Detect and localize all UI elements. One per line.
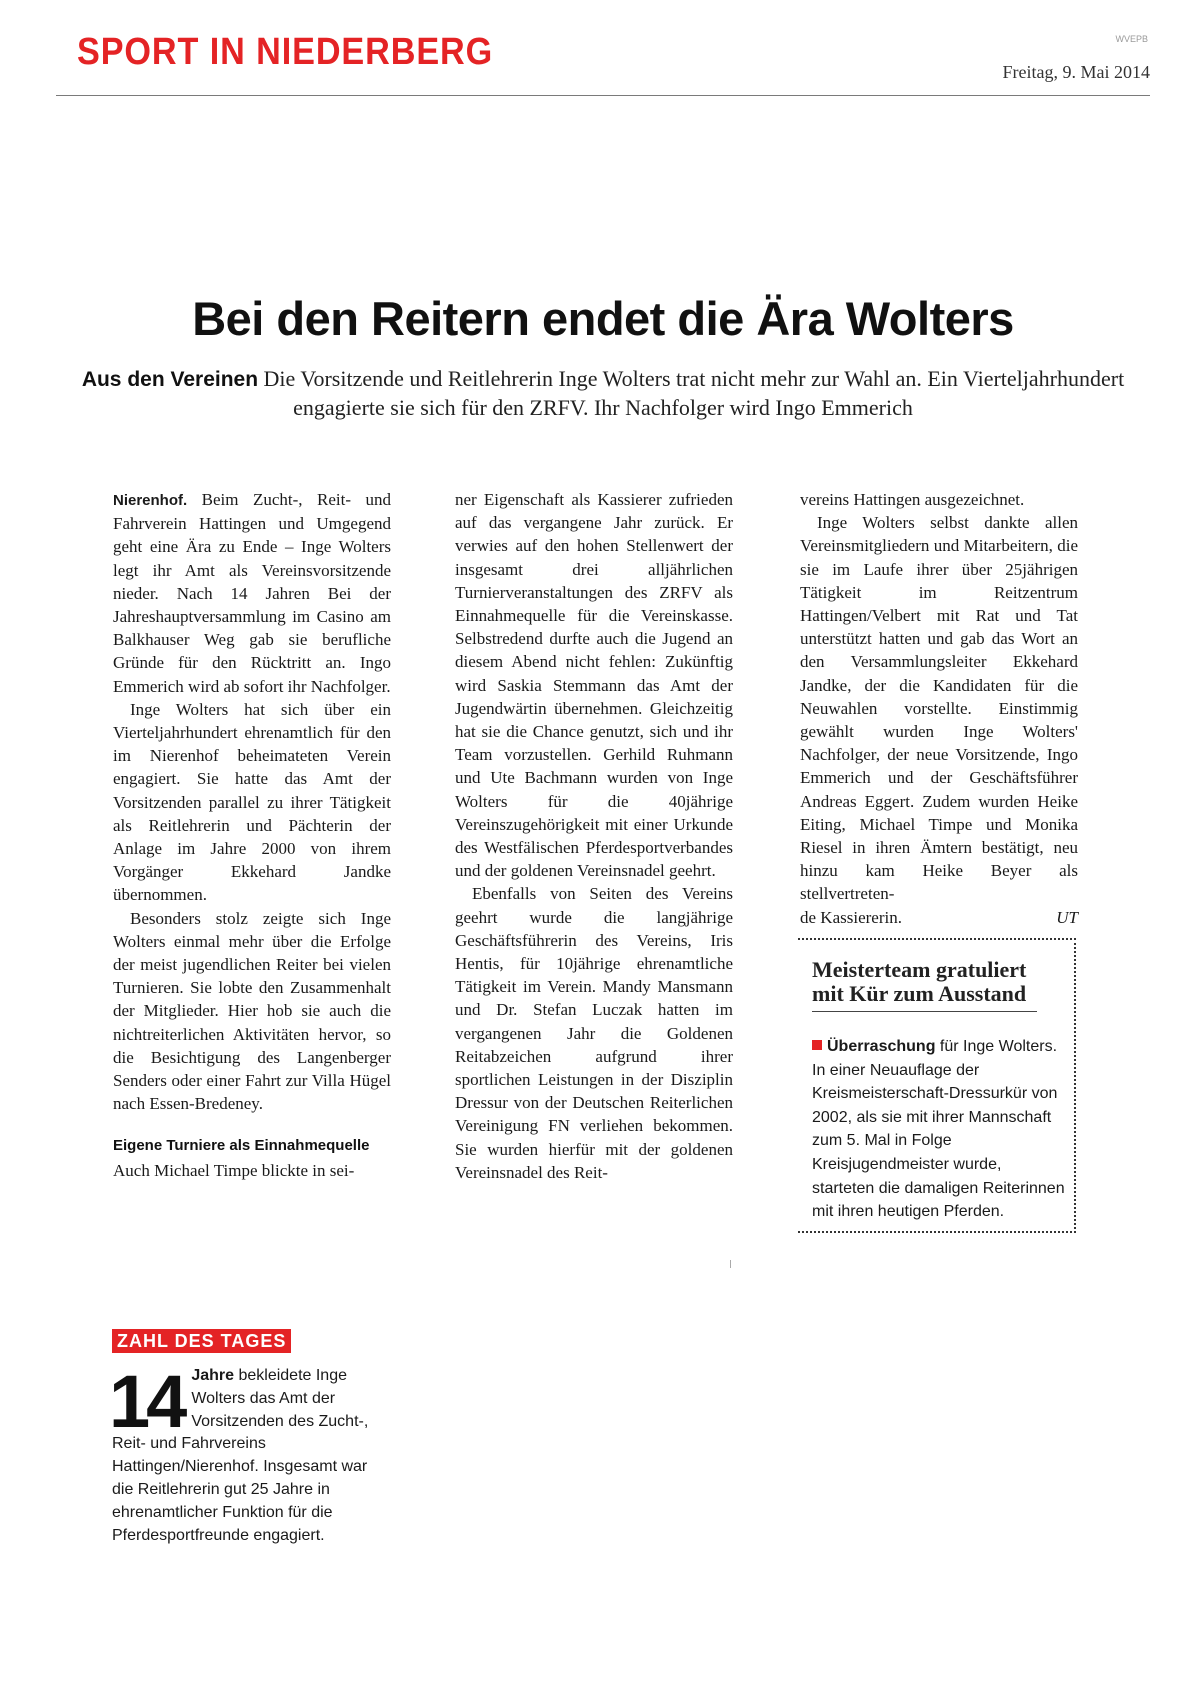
bullet-square-icon [812, 1040, 822, 1050]
edition-code: WVEPB [1115, 34, 1148, 44]
paragraph: vereins Hattingen ausgezeichnet. [800, 490, 1025, 509]
author-initials: UT [1056, 907, 1078, 927]
paragraph: Inge Wolters selbst dankte allen Vereinsmitgliedern und Mitarbeitern, die sie im Laufe ihrer über 25jährigen Tätigkeit im Reitzentrum Hattingen/Velbert mit Rat und Tat unterstützt hatten und gab das Wort an den Versammlungsleiter Ekkehard Jandke, der die Kandidaten für die Neuwahlen vorstellte. Einstimmig gewählt wurden Inge Wolters' Nachfolger, der neue Vorsitzende, Ingo Emmerich und der Geschäftsführer Andreas Eggert. Zudem wurden Heike Eiting, Michael Timpe und Monika Riesel in ihren Ämtern bestätigt, neu hinzu kam Heike Beyer als stellvertreten- [800, 513, 1078, 904]
deck-kicker: Aus den Vereinen [81, 368, 259, 391]
article-subhead: Eigene Turniere als Einnahmequelle [113, 1137, 370, 1155]
paragraph: Besonders stolz zeigte sich Inge Wolters einmal mehr über die Erfolge der meist jugendlichen Reiter bei vielen Turnieren. Sie lobte den Zusammenhalt der Mitglieder. Hier hob sie auch die nichtreiterlichen Aktivitäten hervor, so die Besichtigung des Langenberger Senders oder einer Fahrt zur Villa Hügel nach Essen-Bredeney. [113, 908, 391, 1114]
issue-date: Freitag, 9. Mai 2014 [1002, 62, 1150, 82]
article-deck [56, 365, 1150, 422]
paragraph-end: de Kassiererin. [800, 907, 902, 927]
article-column-1 [113, 488, 391, 1183]
number-text: bekleidete Inge Wolters das Amt der Vorsitzenden des Zucht-, Reit- und Fahrvereins Hattingen/Nierenhof. Insgesamt war die Reitlehrerin gut 25 Jahre in ehrenamtlicher Funktion für die Pferdesportfreunde engagiert. [112, 1367, 369, 1544]
caption-kicker: Überraschung [827, 1038, 936, 1055]
header-divider [56, 95, 1150, 96]
photo-caption-box [798, 938, 1076, 1233]
column-divider [730, 1260, 731, 1268]
paragraph [113, 488, 391, 698]
caption-body [812, 1035, 1067, 1224]
caption-text: für Inge Wolters. In einer Neuauflage der Kreismeisterschaft-Dressurkür von 2002, als sie mit ihrer Mannschaft zum 5. Mal in Folge Kreisjugendmeister wurde, starteten die damaligen Reiterinnen mit ihren heutigen Pferden. [812, 1038, 1065, 1221]
paragraph: Ebenfalls von Seiten des Vereins geehrt wurde die langjährige Geschäftsführerin des Vereins, Iris Hentis, für 10jährige ehrenamtliche Tätigkeit im Verein. Mandy Mansmann und Dr. Stefan Luczak hatten im vergangenen Jahr die Goldenen Reitabzeichen aufgrund ihrer sportlichen Leistungen in der Disziplin Dressur von der Deutschen Reiterlichen Vereinigung FN verliehen bekommen. Sie wurden hierfür mit der goldenen Vereinsnadel des Reit- [455, 884, 733, 1182]
paragraph: Inge Wolters hat sich über ein Vierteljahrhundert ehrenamtlich für den im Nierenhof beheimateten Verein engagiert. Sie hatte das Amt der Vorsitzenden parallel zu ihrer Tätigkeit als Reitlehrerin und Pächterin der Anlage im Jahre 2000 von ihrem Vorgänger Ekkehard Jandke übernommen. [113, 699, 391, 905]
article-column-3 [800, 488, 1078, 929]
number-of-day-box [109, 1360, 387, 1547]
dateline: Nierenhof. [113, 492, 188, 509]
number-of-day-label: ZAHL DES TAGES [112, 1329, 291, 1353]
section-title: SPORT IN NIEDERBERG [77, 31, 494, 73]
article-column-2 [455, 488, 733, 1184]
number-unit: Jahre [191, 1367, 235, 1384]
deck-text: Die Vorsitzende und Reitlehrerin Inge Wolters trat nicht mehr zur Wahl an. Ein Vierteljahrhundert engagierte sie sich für den ZRFV. Ihr Nachfolger wird Ingo Emmerich [263, 366, 1125, 420]
paragraph: ner Eigenschaft als Kassierer zufrieden auf das vergangene Jahr zurück. Er verwies auf den hohen Stellenwert der insgesamt drei alljährlichen Turnierveranstaltungen des ZRFV als Einnahmequelle für die Vereinskasse. Selbstredend durfte auch die Jugend an diesem Abend nicht fehlen: Zukünftig wird Saskia Stemmann das Amt der Jugendwärtin übernehmen. Gleichzeitig hat sie die Chance genutzt, sich und ihr Team vorzustellen. Gerhild Ruhmann und Ute Bachmann wurden von Inge Wolters für die 40jährige Vereinszugehörigkeit mit einer Urkunde des Westfälischen Pferdesportverbandes und der goldenen Vereinsnadel geehrt. [455, 490, 733, 881]
paragraph: Auch Michael Timpe blickte in sei- [113, 1161, 355, 1181]
big-number: 14 [109, 1360, 184, 1443]
paragraph-text: Beim Zucht-, Reit- und Fahrverein Hattingen und Umgegend geht eine Ära zu Ende – Inge Wolters legt ihr Amt als Vereinsvorsitzende nieder. Nach 14 Jahren Bei der Jahreshauptversammlung im Casino am Balkhauser Weg gab sie berufliche Gründe für den Rücktritt an. Ingo Emmerich wird ab sofort ihr Nachfolger. [113, 490, 391, 696]
article-headline: Bei den Reitern endet die Ära Wolters [192, 292, 1014, 345]
caption-title: Meisterteam gratuliert mit Kür zum Ausstand [812, 958, 1037, 1012]
closing-line [800, 906, 1078, 929]
